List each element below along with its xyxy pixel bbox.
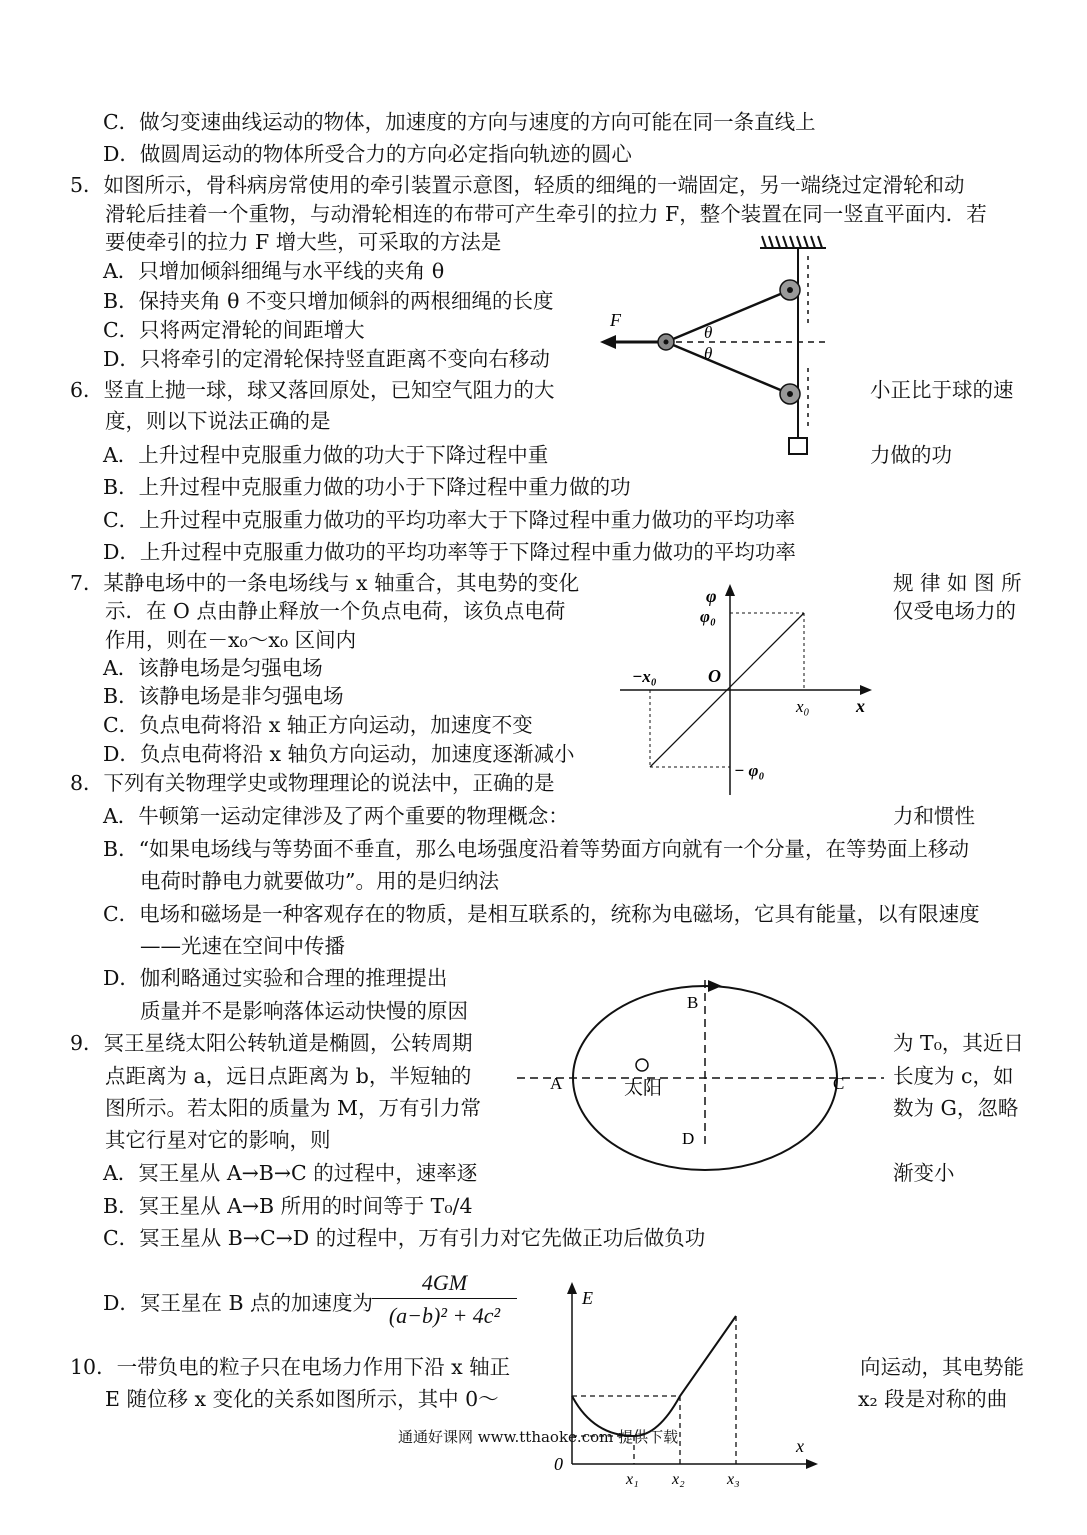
q10-stem-2a: E 随位移 x 变化的关系如图所示，其中 0～ (105, 1387, 499, 1411)
q6-stem-2: 度，则以下说法正确的是 (105, 409, 331, 433)
q5-stem-2: 滑轮后挂着一个重物，与动滑轮相连的布带可产生牵引的拉力 F，整个装置在同一竖直平面内．若 (105, 202, 987, 226)
q5-stem-3: 要使牵引的拉力 F 增大些，可采取的方法是 (105, 230, 502, 254)
upper-rope (666, 290, 790, 342)
q9-option-d: D．冥王星在 B 点的加速度为 (103, 1291, 374, 1315)
q10-stem-1a: 10．一带负电的粒子只在电场力作用下沿 x 轴正 (70, 1355, 511, 1379)
q10-stem-1b: 向运动，其电势能 (860, 1355, 1024, 1379)
q7-stem-1a: 7．某静电场中的一条电场线与 x 轴重合，其电势的变化 (70, 571, 580, 595)
theta-lower-label: θ (704, 344, 713, 363)
q5-option-c: C．只将两定滑轮的间距增大 (103, 318, 365, 342)
q8-stem: 8．下列有关物理学史或物理理论的说法中，正确的是 (70, 771, 555, 795)
traction-pulley-figure (590, 228, 840, 460)
q5-option-a: A．只增加倾斜细绳与水平线的夹角 θ (103, 259, 445, 283)
point-d-label: D (682, 1129, 695, 1148)
phi-axis-label: φ (706, 586, 717, 606)
origin-label: O (708, 666, 721, 686)
ceiling-hatch (760, 236, 826, 248)
q6-option-a2: 力做的功 (870, 443, 952, 467)
energy-graph (550, 1278, 830, 1488)
q7-option-b: B．该静电场是非匀强电场 (103, 684, 344, 708)
neg-x0-label: −x₀ (632, 667, 657, 686)
q9-option-a2: 渐变小 (893, 1161, 955, 1185)
energy-curve (572, 1316, 736, 1436)
phi0-label: φ₀ (700, 607, 716, 626)
q6-option-c: C．上升过程中克服重力做功的平均功率大于下降过程中重力做功的平均功率 (103, 508, 796, 532)
q8-option-b1: B．“如果电场线与等势面不垂直，那么电场强度沿着等势面方向就有一个分量，在等势面上移动 (103, 837, 970, 861)
q7-stem-3: 作用，则在－x₀～x₀ 区间内 (105, 628, 357, 652)
q6-option-b: B．上升过程中克服重力做的功小于下降过程中重力做的功 (103, 475, 631, 499)
q6-option-d: D．上升过程中克服重力做功的平均功率等于下降过程中重力做功的平均功率 (103, 540, 796, 564)
q9-option-b: B．冥王星从 A→B 所用的时间等于 T₀/4 (103, 1194, 473, 1218)
x2-label: x₂ (672, 1471, 685, 1488)
fraction-denominator: (a−b)² + 4c² (388, 1303, 501, 1328)
force-label: F (610, 310, 621, 330)
q4-option-d: D．做圆周运动的物体所受合力的方向必定指向轨迹的圆心 (103, 142, 632, 166)
fraction-numerator: 4GM (372, 1268, 517, 1299)
x-axis-label: x (856, 696, 865, 716)
point-a-label: A (550, 1074, 563, 1093)
lower-rope (666, 342, 790, 394)
point-b-label: B (687, 993, 699, 1012)
theta-upper-label: θ (704, 323, 713, 342)
q9-stem-3a: 图所示。若太阳的质量为 M，万有引力常 (105, 1096, 482, 1120)
q6-option-a1: A．上升过程中克服重力做的功大于下降过程中重 (103, 443, 549, 467)
q9-stem-1a: 9．冥王星绕太阳公转轨道是椭圆，公转周期 (70, 1031, 473, 1055)
q8-option-b2: 电荷时静电力就要做功”。用的是归纳法 (140, 869, 499, 893)
q9-stem-2a: 点距离为 a，远日点距离为 b，半短轴的 (105, 1064, 472, 1088)
q8-option-d1: D．伽利略通过实验和合理的推理提出 (103, 966, 448, 990)
q7-stem-2b: 仅受电场力的 (893, 599, 1016, 623)
q9-stem-2b: 长度为 c，如 (893, 1064, 1014, 1088)
direction-arrow (708, 980, 722, 992)
sun-label: 太阳 (624, 1077, 663, 1099)
orbit-figure (512, 968, 892, 1164)
q5-stem-1: 5．如图所示，骨科病房常使用的牵引装置示意图，轻质的细绳的一端固定，另一端绕过定滑轮和动 (70, 173, 965, 197)
x3-label: x₃ (727, 1471, 740, 1488)
energy-axis-label: E (582, 1288, 593, 1308)
q6-stem-1b: 小正比于球的速 (870, 378, 1014, 402)
q9-option-c: C．冥王星从 B→C→D 的过程中，万有引力对它先做正功后做负功 (103, 1226, 706, 1250)
x1-label: x₁ (626, 1471, 639, 1488)
q10-stem-2b: x₂ 段是对称的曲 (858, 1387, 1008, 1411)
q8-option-c2: ——光速在空间中传播 (140, 934, 345, 958)
q4-option-c: C．做匀变速曲线运动的物体，加速度的方向与速度的方向可能在同一条直线上 (103, 110, 816, 134)
q9-option-a1: A．冥王星从 A→B→C 的过程中，速率逐 (103, 1161, 478, 1185)
x0-label: x₀ (796, 697, 810, 716)
q8-option-d2: 质量并不是影响落体运动快慢的原因 (140, 999, 468, 1023)
q9-fraction (372, 1268, 517, 1333)
q8-option-a2: 力和惯性 (893, 804, 975, 828)
weight-block (789, 438, 807, 454)
origin-label: 0 (554, 1454, 563, 1474)
q8-option-c1: C．电场和磁场是一种客观存在的物质，是相互联系的，统称为电磁场，它具有能量，以有限速度 (103, 902, 980, 926)
footer-source: 通通好课网 www.tthaoke.com 提供下载 (398, 1428, 679, 1446)
q9-stem-4: 其它行星对它的影响，则 (105, 1128, 331, 1152)
q9-stem-1b: 为 T₀，其近日 (893, 1031, 1024, 1055)
q5-option-b: B．保持夹角 θ 不变只增加倾斜的两根细绳的长度 (103, 289, 554, 313)
q8-option-a1: A．牛顿第一运动定律涉及了两个重要的物理概念： (103, 804, 569, 828)
q9-stem-3b: 数为 G，忽略 (893, 1096, 1019, 1120)
q7-option-c: C．负点电荷将沿 x 轴正方向运动，加速度不变 (103, 713, 533, 737)
q7-stem-2a: 示．在 O 点由静止释放一个负点电荷，该负点电荷 (105, 599, 566, 623)
x-axis-label: x (796, 1436, 804, 1456)
potential-graph (610, 580, 890, 800)
neg-phi0-label: − φ₀ (734, 761, 765, 780)
q7-option-d: D．负点电荷将沿 x 轴负方向运动，加速度逐渐减小 (103, 742, 575, 766)
q7-stem-1b: 规 律 如 图 所 (893, 571, 1022, 595)
q7-option-a: A．该静电场是匀强电场 (103, 656, 323, 680)
point-c-label: C (833, 1074, 845, 1093)
sun-marker (636, 1059, 648, 1071)
q6-stem-1a: 6．竖直上抛一球，球又落回原处，已知空气阻力的大 (70, 378, 555, 402)
q5-option-d: D．只将牵引的定滑轮保持竖直距离不变向右移动 (103, 347, 550, 371)
